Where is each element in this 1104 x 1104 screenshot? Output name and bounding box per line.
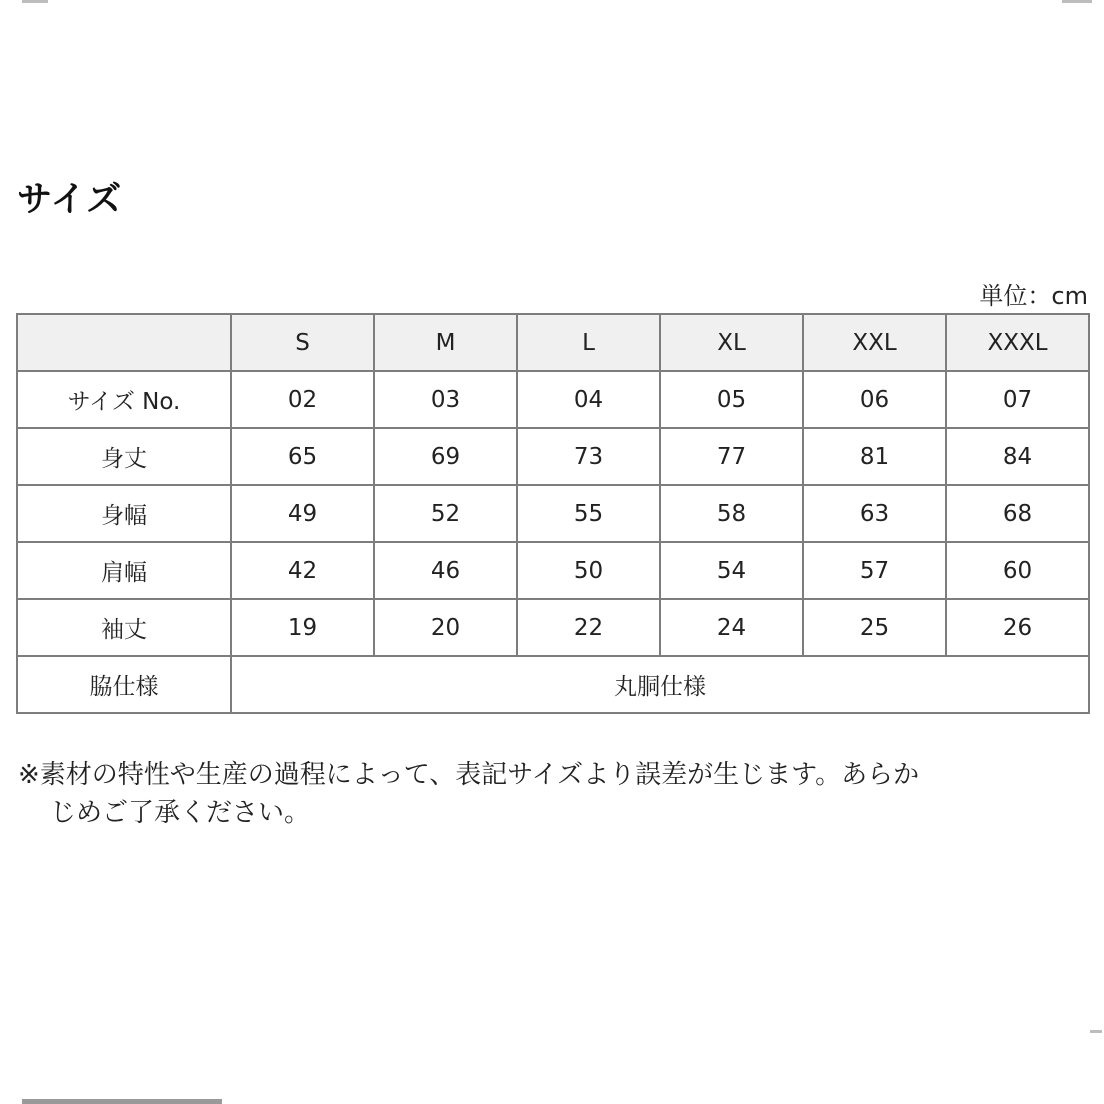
table-cell: 20 [374, 599, 517, 656]
right-edge-fragment [1090, 1030, 1102, 1033]
header-cell-s: S [231, 314, 374, 371]
table-cell: 03 [374, 371, 517, 428]
table-cell: 06 [803, 371, 946, 428]
table-cell: 69 [374, 428, 517, 485]
row-label-body-width: 身幅 [17, 485, 231, 542]
header-cell-l: L [517, 314, 660, 371]
table-row [17, 656, 1089, 713]
table-row [17, 485, 1089, 542]
table-cell: 26 [946, 599, 1089, 656]
table-row [17, 542, 1089, 599]
table-cell: 22 [517, 599, 660, 656]
table-cell: 50 [517, 542, 660, 599]
note-line-1: ※素材の特性や生産の過程によって、表記サイズより誤差が生じます。あらか [18, 760, 920, 790]
header-cell-xl: XL [660, 314, 803, 371]
table-cell: 77 [660, 428, 803, 485]
table-cell: 73 [517, 428, 660, 485]
table-cell: 19 [231, 599, 374, 656]
table-cell: 58 [660, 485, 803, 542]
table-cell: 05 [660, 371, 803, 428]
table-cell: 46 [374, 542, 517, 599]
size-note [18, 756, 1078, 832]
table-cell: 63 [803, 485, 946, 542]
table-row [17, 371, 1089, 428]
header-cell-xxxl: XXXL [946, 314, 1089, 371]
table-cell: 81 [803, 428, 946, 485]
row-label-body-length: 身丈 [17, 428, 231, 485]
section-title: サイズ [17, 180, 123, 220]
top-left-edge-fragment [22, 0, 48, 3]
table-cell: 07 [946, 371, 1089, 428]
table-cell: 04 [517, 371, 660, 428]
table-header-row [17, 314, 1089, 371]
table-cell: 42 [231, 542, 374, 599]
table-row [17, 428, 1089, 485]
table-cell: 65 [231, 428, 374, 485]
table-cell: 24 [660, 599, 803, 656]
table-cell: 84 [946, 428, 1089, 485]
unit-label: 単位：cm [979, 282, 1088, 310]
header-cell-corner [17, 314, 231, 371]
table-cell: 52 [374, 485, 517, 542]
table-cell: 57 [803, 542, 946, 599]
bottom-cropped-heading-fragment [22, 1099, 222, 1104]
table-cell: 54 [660, 542, 803, 599]
row-label-side-spec: 脇仕様 [17, 656, 231, 713]
table-cell: 49 [231, 485, 374, 542]
table-row [17, 599, 1089, 656]
note-line-2: じめご了承ください。 [50, 798, 311, 828]
size-table [16, 313, 1090, 714]
table-cell: 02 [231, 371, 374, 428]
row-label-size-no: サイズ No. [17, 371, 231, 428]
table-cell: 68 [946, 485, 1089, 542]
row-label-sleeve-length: 袖丈 [17, 599, 231, 656]
table-cell: 25 [803, 599, 946, 656]
top-right-edge-fragment [1062, 0, 1092, 3]
table-cell: 60 [946, 542, 1089, 599]
header-cell-m: M [374, 314, 517, 371]
header-cell-xxl: XXL [803, 314, 946, 371]
row-label-shoulder-width: 肩幅 [17, 542, 231, 599]
side-spec-value: 丸胴仕様 [231, 656, 1089, 713]
table-cell: 55 [517, 485, 660, 542]
